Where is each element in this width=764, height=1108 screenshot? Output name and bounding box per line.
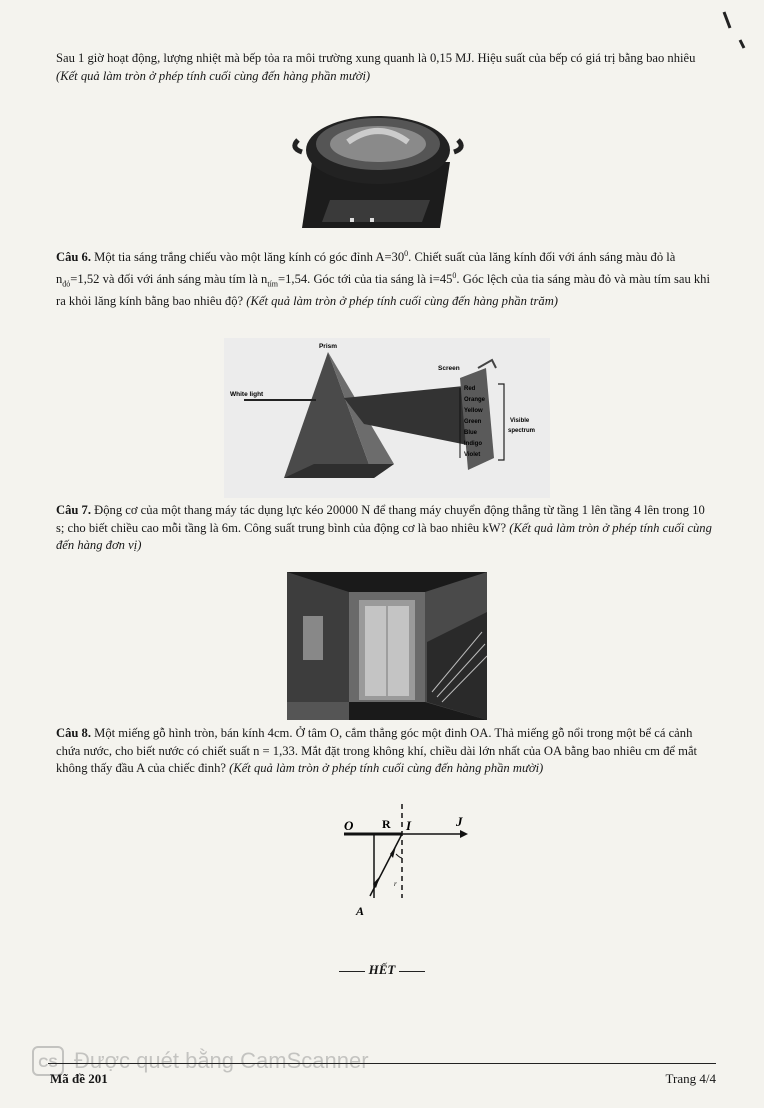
footer-exam-code: Mã đề 201 xyxy=(50,1071,108,1086)
scan-mark-icon xyxy=(718,6,748,56)
intro-text: Sau 1 giờ hoạt động, lượng nhiệt mà bếp tỏa ra môi trường xung quanh là 0,15 MJ. Hiệu suất của bếp có giá trị bằng bao nhiêu xyxy=(56,51,696,65)
label-angle: r xyxy=(394,880,397,888)
color-label-red: Red xyxy=(464,386,476,392)
question-8-label: Câu 8. xyxy=(56,726,91,740)
q6-note: (Kết quả làm tròn ở phép tính cuối cùng đến hàng phần trăm) xyxy=(246,294,559,309)
label-J: J xyxy=(456,814,463,829)
footer-page-number: Trang 4/4 xyxy=(665,1071,716,1086)
q6-sub-red: đỏ xyxy=(62,279,71,289)
question-6 xyxy=(56,245,716,311)
prism-label: Prism xyxy=(318,343,338,350)
label-O: O xyxy=(344,818,354,833)
color-label-yellow: Yellow xyxy=(464,408,483,414)
q6-text-d: =1,54. Góc tới của tia sáng là i=45 xyxy=(278,271,453,286)
color-label-violet: Violet xyxy=(464,452,481,458)
visible-label: Visible xyxy=(510,418,530,424)
q6-degree-b: 0 xyxy=(452,270,457,280)
q6-text-a: Một tia sáng trắng chiếu vào một lăng kính có góc đỉnh A=30 xyxy=(91,250,405,265)
q6-degree-a: 0 xyxy=(404,249,409,258)
label-A: A xyxy=(356,904,365,918)
nail-refraction-diagram xyxy=(330,800,480,925)
q7-text: Động cơ của một thang máy tác dụng lực kéo 20000 N để thang máy chuyển động thẳng từ tầng 1 lên tầng 4 lên trong 10 s; cho biết chiều cao mỗi tầng là 6m. Công suất trung bình của động cơ là bao nhiêu kW? xyxy=(56,503,705,535)
q6-sub-violet: tím xyxy=(267,279,279,289)
end-marker xyxy=(0,962,764,978)
q8-note: (Kết quả làm tròn ở phép tính cuối cùng đến hàng phần mười) xyxy=(229,761,544,776)
question-6-label: Câu 6. xyxy=(56,250,91,265)
intro-note: (Kết quả làm tròn ở phép tính cuối cùng đến hàng phần mười) xyxy=(56,68,371,83)
question-7-label: Câu 7. xyxy=(56,503,91,517)
question-8 xyxy=(56,725,716,778)
q7-note: (Kết quả làm tròn ở phép tính cuối cùng đến hàng đơn vị) xyxy=(56,520,712,553)
white-light-label: White light xyxy=(230,391,264,398)
spectrum-label: spectrum xyxy=(508,428,536,434)
screen-label: Screen xyxy=(438,365,460,372)
q8-text: Một miếng gỗ hình tròn, bán kính 4cm. Ở tâm O, cắm thẳng góc một đinh OA. Thả miếng gỗ nổi trong một bể cá cảnh chứa nước, cho biết nước có chiết suất n = 1,33. Mắt đặt trong không khí, chiều dài lớn nhất của OA bằng bao nhiêu cm để mắt không thấy đầu A của chiếc đinh? xyxy=(56,726,698,776)
question-7 xyxy=(56,502,716,555)
prism-dispersion-figure xyxy=(224,338,550,498)
stove-pot-figure xyxy=(290,100,465,230)
intro-paragraph xyxy=(56,50,716,85)
q6-text-b: . Chiết suất của lăng kính đối với ánh sáng màu đỏ là n xyxy=(56,250,676,286)
label-R: R xyxy=(382,817,391,831)
color-label-indigo: Indigo xyxy=(464,441,482,447)
color-label-green: Green xyxy=(464,419,482,425)
q6-text-e: . Góc lệch của tia sáng màu đỏ và màu tím sau khi ra khỏi lăng kính bằng bao nhiêu độ? xyxy=(56,271,710,309)
footer-divider xyxy=(48,1063,716,1064)
elevator-figure xyxy=(287,572,487,720)
color-label-orange: Orange xyxy=(464,397,486,403)
label-I: I xyxy=(406,818,412,833)
camscanner-logo-text: CS xyxy=(38,1054,58,1070)
end-text: HẾT xyxy=(368,962,396,977)
watermark-text: Được quét bằng CamScanner xyxy=(74,1048,369,1073)
q6-text-c: =1,52 và đối với ánh sáng màu tím là n xyxy=(70,271,268,286)
color-label-blue: Blue xyxy=(464,430,478,436)
